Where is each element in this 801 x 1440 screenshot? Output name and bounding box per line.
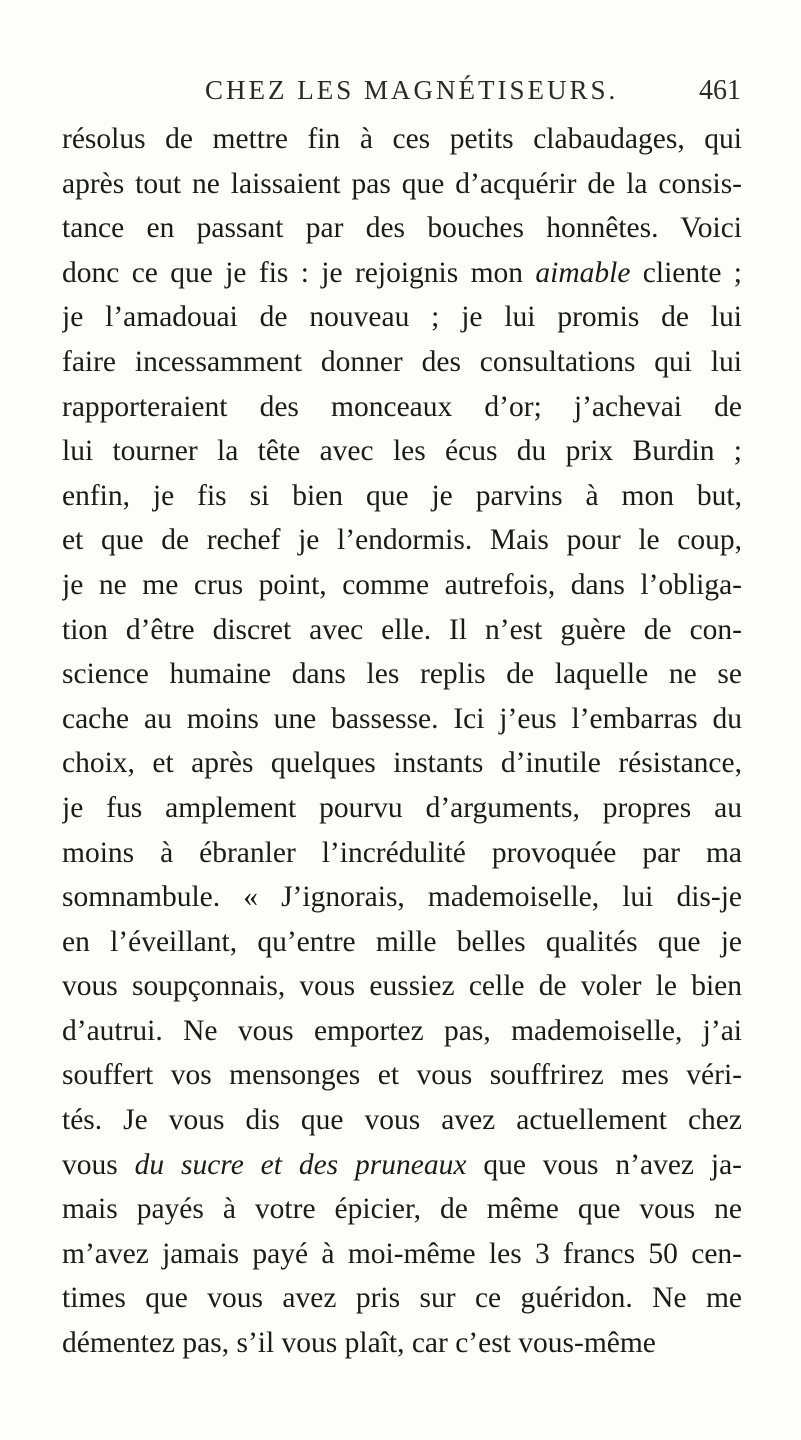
- text-line: [62, 1009, 742, 1054]
- running-head: CHEZ LES MAGNÉTISEURS.: [205, 75, 619, 105]
- text-line: [62, 385, 742, 430]
- text-run: démentez pas, s’il vous plaît, car c’est vous-même: [62, 1327, 656, 1360]
- text-run: mais payés à votre épicier, de même que vous ne: [62, 1193, 742, 1226]
- text-line: [62, 608, 742, 653]
- text-run: et que de rechef je l’endormis. Mais pour le coup,: [62, 524, 742, 557]
- text-run: après tout ne laissaient pas que d’acquérir de la consis-: [62, 167, 742, 200]
- italic-text: du sucre et des pruneaux: [134, 1148, 467, 1181]
- text-run: tion d’être discret avec elle. Il n’est guère de con-: [62, 613, 742, 646]
- text-run: je fus amplement pourvu d’arguments, propres au: [62, 791, 742, 824]
- text-line: [62, 1232, 742, 1277]
- italic-text: aimable: [535, 256, 631, 289]
- text-line: [62, 518, 742, 563]
- text-run: science humaine dans les replis de laquelle ne se: [62, 658, 742, 691]
- text-run: faire incessamment donner des consultations qui lui: [62, 345, 742, 378]
- text-line: [62, 563, 742, 608]
- text-run: en l’éveillant, qu’entre mille belles qualités que je: [62, 925, 742, 958]
- text-line: [62, 1098, 742, 1143]
- text-line: [62, 697, 742, 742]
- text-run: m’avez jamais payé à moi-même les 3 francs 50 cen-: [62, 1237, 742, 1270]
- text-line: [62, 831, 742, 876]
- text-line: [62, 474, 742, 519]
- text-run: vous soupçonnais, vous eussiez celle de voler le bien: [62, 970, 742, 1003]
- text-line: [62, 920, 742, 965]
- text-line: [62, 162, 742, 207]
- text-line: [62, 1053, 742, 1098]
- text-run: cliente ;: [630, 256, 742, 289]
- text-line: [62, 1143, 742, 1188]
- text-line: [62, 117, 742, 162]
- page-number: 461: [699, 75, 741, 106]
- text-run: que vous n’avez ja-: [466, 1148, 742, 1181]
- text-line: [62, 1187, 742, 1232]
- text-run: tés. Je vous dis que vous avez actuellement chez: [62, 1104, 742, 1137]
- text-line: [62, 295, 742, 340]
- text-line: [62, 1321, 742, 1366]
- text-run: times que vous avez pris sur ce guéridon. Ne me: [62, 1282, 742, 1315]
- text-run: donc ce que je fis : je rejoignis mon: [62, 256, 536, 289]
- text-run: résolus de mettre fin à ces petits clabaudages, qui: [62, 123, 742, 155]
- text-line: [62, 251, 742, 296]
- text-run: d’autrui. Ne vous emportez pas, mademoiselle, j’ai: [62, 1014, 742, 1047]
- page-header: [0, 75, 801, 115]
- text-line: [62, 206, 742, 251]
- text-run: je l’amadouai de nouveau ; je lui promis de lui: [62, 301, 742, 334]
- text-run: tance en passant par des bouches honnêtes. Voici: [62, 212, 742, 245]
- text-run: souffert vos mensonges et vous souffrirez mes véri-: [62, 1059, 742, 1092]
- text-line: [62, 964, 742, 1009]
- text-line: [62, 652, 742, 697]
- text-run: choix, et après quelques instants d’inutile résistance,: [62, 747, 742, 780]
- text-line: [62, 875, 742, 920]
- text-line: [62, 741, 742, 786]
- text-line: [62, 429, 742, 474]
- text-run: vous: [62, 1148, 135, 1181]
- text-run: enfin, je fis si bien que je parvins à mon but,: [62, 479, 742, 512]
- text-run: somnambule. « J’ignorais, mademoiselle, lui dis-je: [62, 881, 742, 914]
- text-run: lui tourner la tête avec les écus du prix Burdin ;: [62, 435, 742, 468]
- text-run: cache au moins une bassesse. Ici j’eus l’embarras du: [62, 702, 742, 735]
- body-text: [62, 117, 742, 1366]
- text-line: [62, 786, 742, 831]
- text-run: rapporteraient des monceaux d’or; j’achevai de: [62, 390, 742, 423]
- text-line: [62, 340, 742, 385]
- text-run: moins à ébranler l’incrédulité provoquée par ma: [62, 836, 742, 869]
- text-line: [62, 1276, 742, 1321]
- text-run: je ne me crus point, comme autrefois, dans l’obliga-: [62, 568, 742, 601]
